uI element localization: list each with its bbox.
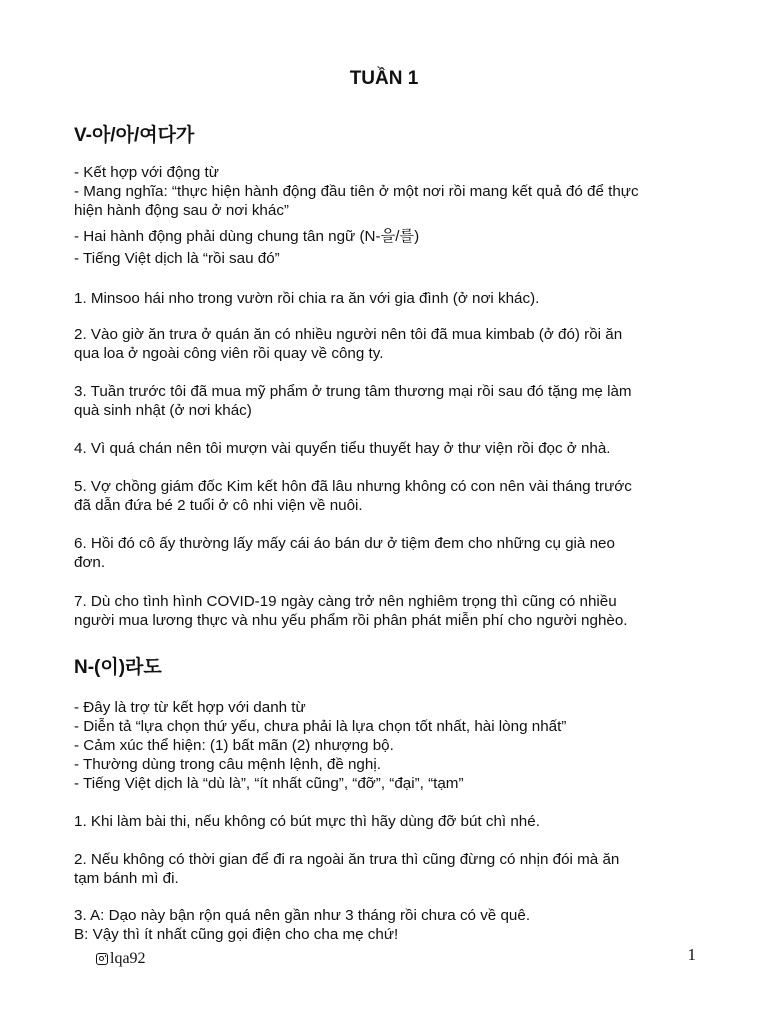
example-sentence [74,534,698,572]
section-heading-grammar-1: V-아/아/여다가 [74,125,195,146]
page-number: 1 [687,945,696,964]
example-line: 1. Khi làm bài thi, nếu không có bút mực thì hãy dùng đỡ bút chì nhé. [74,813,540,830]
example-line: 6. Hồi đó cô ấy thường lấy mấy cái áo bán dư ở tiệm đem cho những cụ già neo [74,535,615,552]
grammar-1-notes-cont [74,227,698,246]
example-line: 2. Nếu không có thời gian để đi ra ngoài ăn trưa thì cũng đừng có nhịn đói mà ăn [74,851,620,868]
example-line: 2. Vào giờ ăn trưa ở quán ăn có nhiều người nên tôi đã mua kimbab (ở đó) rồi ăn [74,326,623,343]
example-line: đơn. [74,554,106,571]
note-line: - Cảm xúc thể hiện: (1) bất mãn (2) nhượng bộ. [74,737,394,754]
note-line: hiện hành động sau ở nơi khác” [74,202,289,219]
note-line: - Thường dùng trong câu mệnh lệnh, đề nghị. [74,756,381,773]
example-sentence [74,850,698,888]
example-sentence [74,812,698,831]
example-line: người mua lương thực và nhu yếu phẩm rồi phân phát miễn phí cho người nghèo. [74,612,628,629]
example-line: quà sinh nhật (ở nơi khác) [74,402,252,419]
note-line: - Mang nghĩa: “thực hiện hành động đầu tiên ở một nơi rồi mang kết quả đó để thực [74,183,639,200]
note-line: - Tiếng Việt dịch là “rồi sau đó” [74,250,280,267]
instagram-icon [96,953,108,965]
note-line: - Tiếng Việt dịch là “dù là”, “ít nhất cũng”, “đỡ”, “đại”, “tạm” [74,775,464,792]
section-heading-grammar-2: N-(이)라도 [74,657,162,678]
note-line: - Đây là trợ từ kết hợp với danh từ [74,699,306,716]
example-line: tạm bánh mì đi. [74,870,179,887]
dialogue-line: B: Vậy thì ít nhất cũng gọi điện cho cha mẹ chứ! [74,926,399,943]
example-line: 5. Vợ chồng giám đốc Kim kết hôn đã lâu nhưng không có con nên vài tháng trước [74,478,632,495]
example-sentence [74,382,698,420]
grammar-1-notes-cont [74,249,698,268]
example-line: 1. Minsoo hái nho trong vườn rồi chia ra ăn với gia đình (ở nơi khác). [74,290,540,307]
example-sentence [74,325,698,363]
page-title: TUẦN 1 [349,68,419,89]
example-line: 7. Dù cho tình hình COVID-19 ngày càng trở nên nghiêm trọng thì cũng có nhiều [74,593,617,610]
example-sentence [74,289,698,308]
example-sentence [74,477,698,515]
example-line: đã dẫn đứa bé 2 tuổi ở cô nhi viện về nuôi. [74,497,363,514]
example-line: 4. Vì quá chán nên tôi mượn vài quyển tiểu thuyết hay ở thư viện rồi đọc ở nhà. [74,440,611,457]
grammar-2-notes [74,698,698,793]
note-line: - Hai hành động phải dùng chung tân ngữ (N-을/를) [74,228,420,245]
example-sentence [74,592,698,630]
note-line: - Diễn tả “lựa chọn thứ yếu, chưa phải là lựa chọn tốt nhất, hài lòng nhất” [74,718,567,735]
grammar-1-notes [74,163,698,220]
example-line: 3. Tuần trước tôi đã mua mỹ phẩm ở trung tâm thương mại rồi sau đó tặng mẹ làm [74,383,632,400]
author-handle-text: lqa92 [110,950,146,967]
author-handle [96,950,146,968]
example-sentence [74,439,698,458]
note-line: - Kết hợp với động từ [74,164,219,181]
dialogue-line: 3. A: Dạo này bận rộn quá nên gần như 3 tháng rồi chưa có về quê. [74,907,531,924]
example-line: qua loa ở ngoài công viên rồi quay về công ty. [74,345,384,362]
example-dialogue [74,906,698,944]
